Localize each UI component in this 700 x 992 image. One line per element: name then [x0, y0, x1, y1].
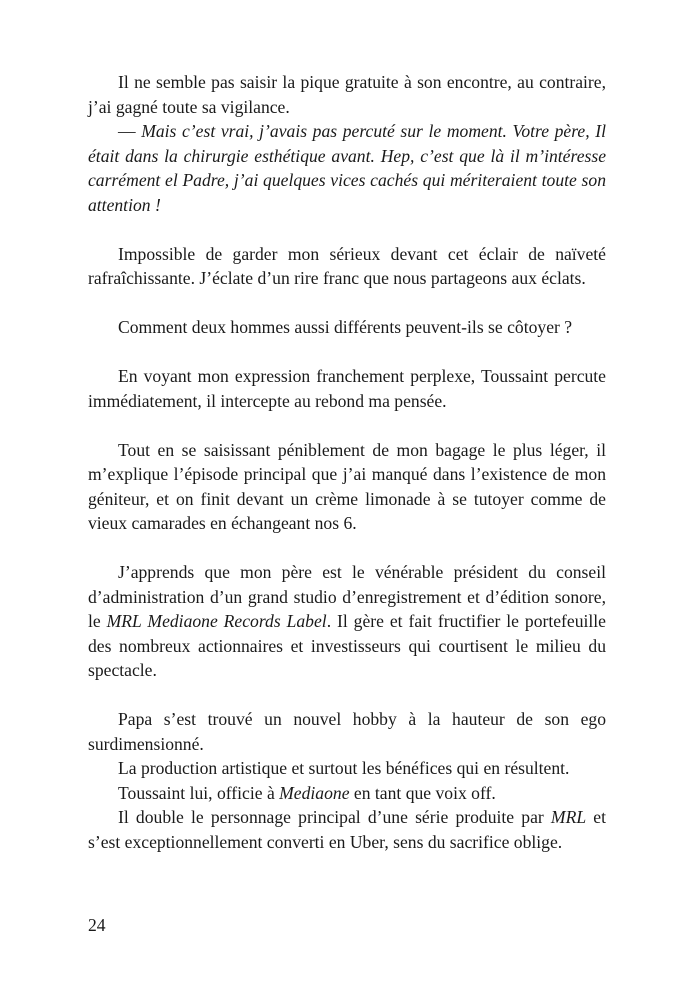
paragraph-text: . Il gère et fait fructifier le portefeuille des nombreux actionnaires et investisseurs qui courtisent le milieu du spectacle. [88, 611, 606, 680]
dialogue-text: Mais c’est vrai, j’avais pas percuté sur le moment. Votre père, Il était dans la chirurgie esthétique avant. Hep, c’est que là il m’intéresse carrément el Padre, j’ai quelques vices cachés qui mériteraient toute son attention ! [88, 121, 606, 215]
paragraph-text: Comment deux hommes aussi différents peuvent-ils se côtoyer ? [118, 317, 573, 337]
company-name-emphasis: MRL [550, 807, 587, 827]
paragraph [88, 707, 606, 756]
paragraph-text: et s’est exceptionnellement converti en Uber, sens du sacrifice oblige. [88, 807, 606, 852]
paragraph-text: en tant que voix off. [349, 782, 496, 803]
paragraph-text: Il ne semble pas saisir la pique gratuite à son encontre, au contraire, j’ai gagné toute sa vigilance. [88, 72, 606, 117]
paragraph [88, 560, 606, 683]
paragraph [88, 805, 606, 854]
page-body [88, 70, 606, 854]
paragraph [88, 438, 606, 536]
paragraph-text: Il double le personnage principal d’une série produite par [118, 807, 551, 827]
paragraph-text: La production artistique et surtout les bénéfices qui en résultent. [118, 758, 570, 778]
paragraph-text: Toussaint lui, officie à [118, 782, 280, 803]
paragraph [88, 242, 606, 291]
company-name-emphasis: Mediaone [279, 782, 350, 803]
paragraph [88, 70, 606, 119]
paragraph [88, 781, 606, 806]
paragraph [88, 756, 606, 781]
page-number: 24 [88, 915, 106, 935]
label-name-emphasis: MRL Mediaone Records Label [106, 611, 327, 631]
paragraph-text: Tout en se saisissant péniblement de mon bagage le plus léger, il m’explique l’épisode principal que j’ai manqué dans l’existence de mon géniteur, et on finit devant un crème limonade à se tutoyer comme de vieux camarades en échangeant nos 6. [88, 439, 606, 533]
dialogue-paragraph [88, 119, 606, 217]
paragraph [88, 364, 606, 413]
paragraph-text: En voyant mon expression franchement perplexe, Toussaint percute immédiatement, il intercepte au rebond ma pensée. [88, 366, 606, 411]
paragraph-text: Papa s’est trouvé un nouvel hobby à la hauteur de son ego surdimensionné. [88, 709, 606, 754]
dialogue-dash: — [118, 121, 142, 141]
paragraph-text: Impossible de garder mon sérieux devant cet éclair de naïveté rafraîchissante. J’éclate d’un rire franc que nous partageons aux éclats. [88, 243, 606, 288]
paragraph [88, 315, 606, 340]
paragraph-text: J’apprends que mon père est le vénérable président du conseil d’administration d’un grand studio d’enregistrement et d’édition sonore, le [88, 562, 606, 631]
